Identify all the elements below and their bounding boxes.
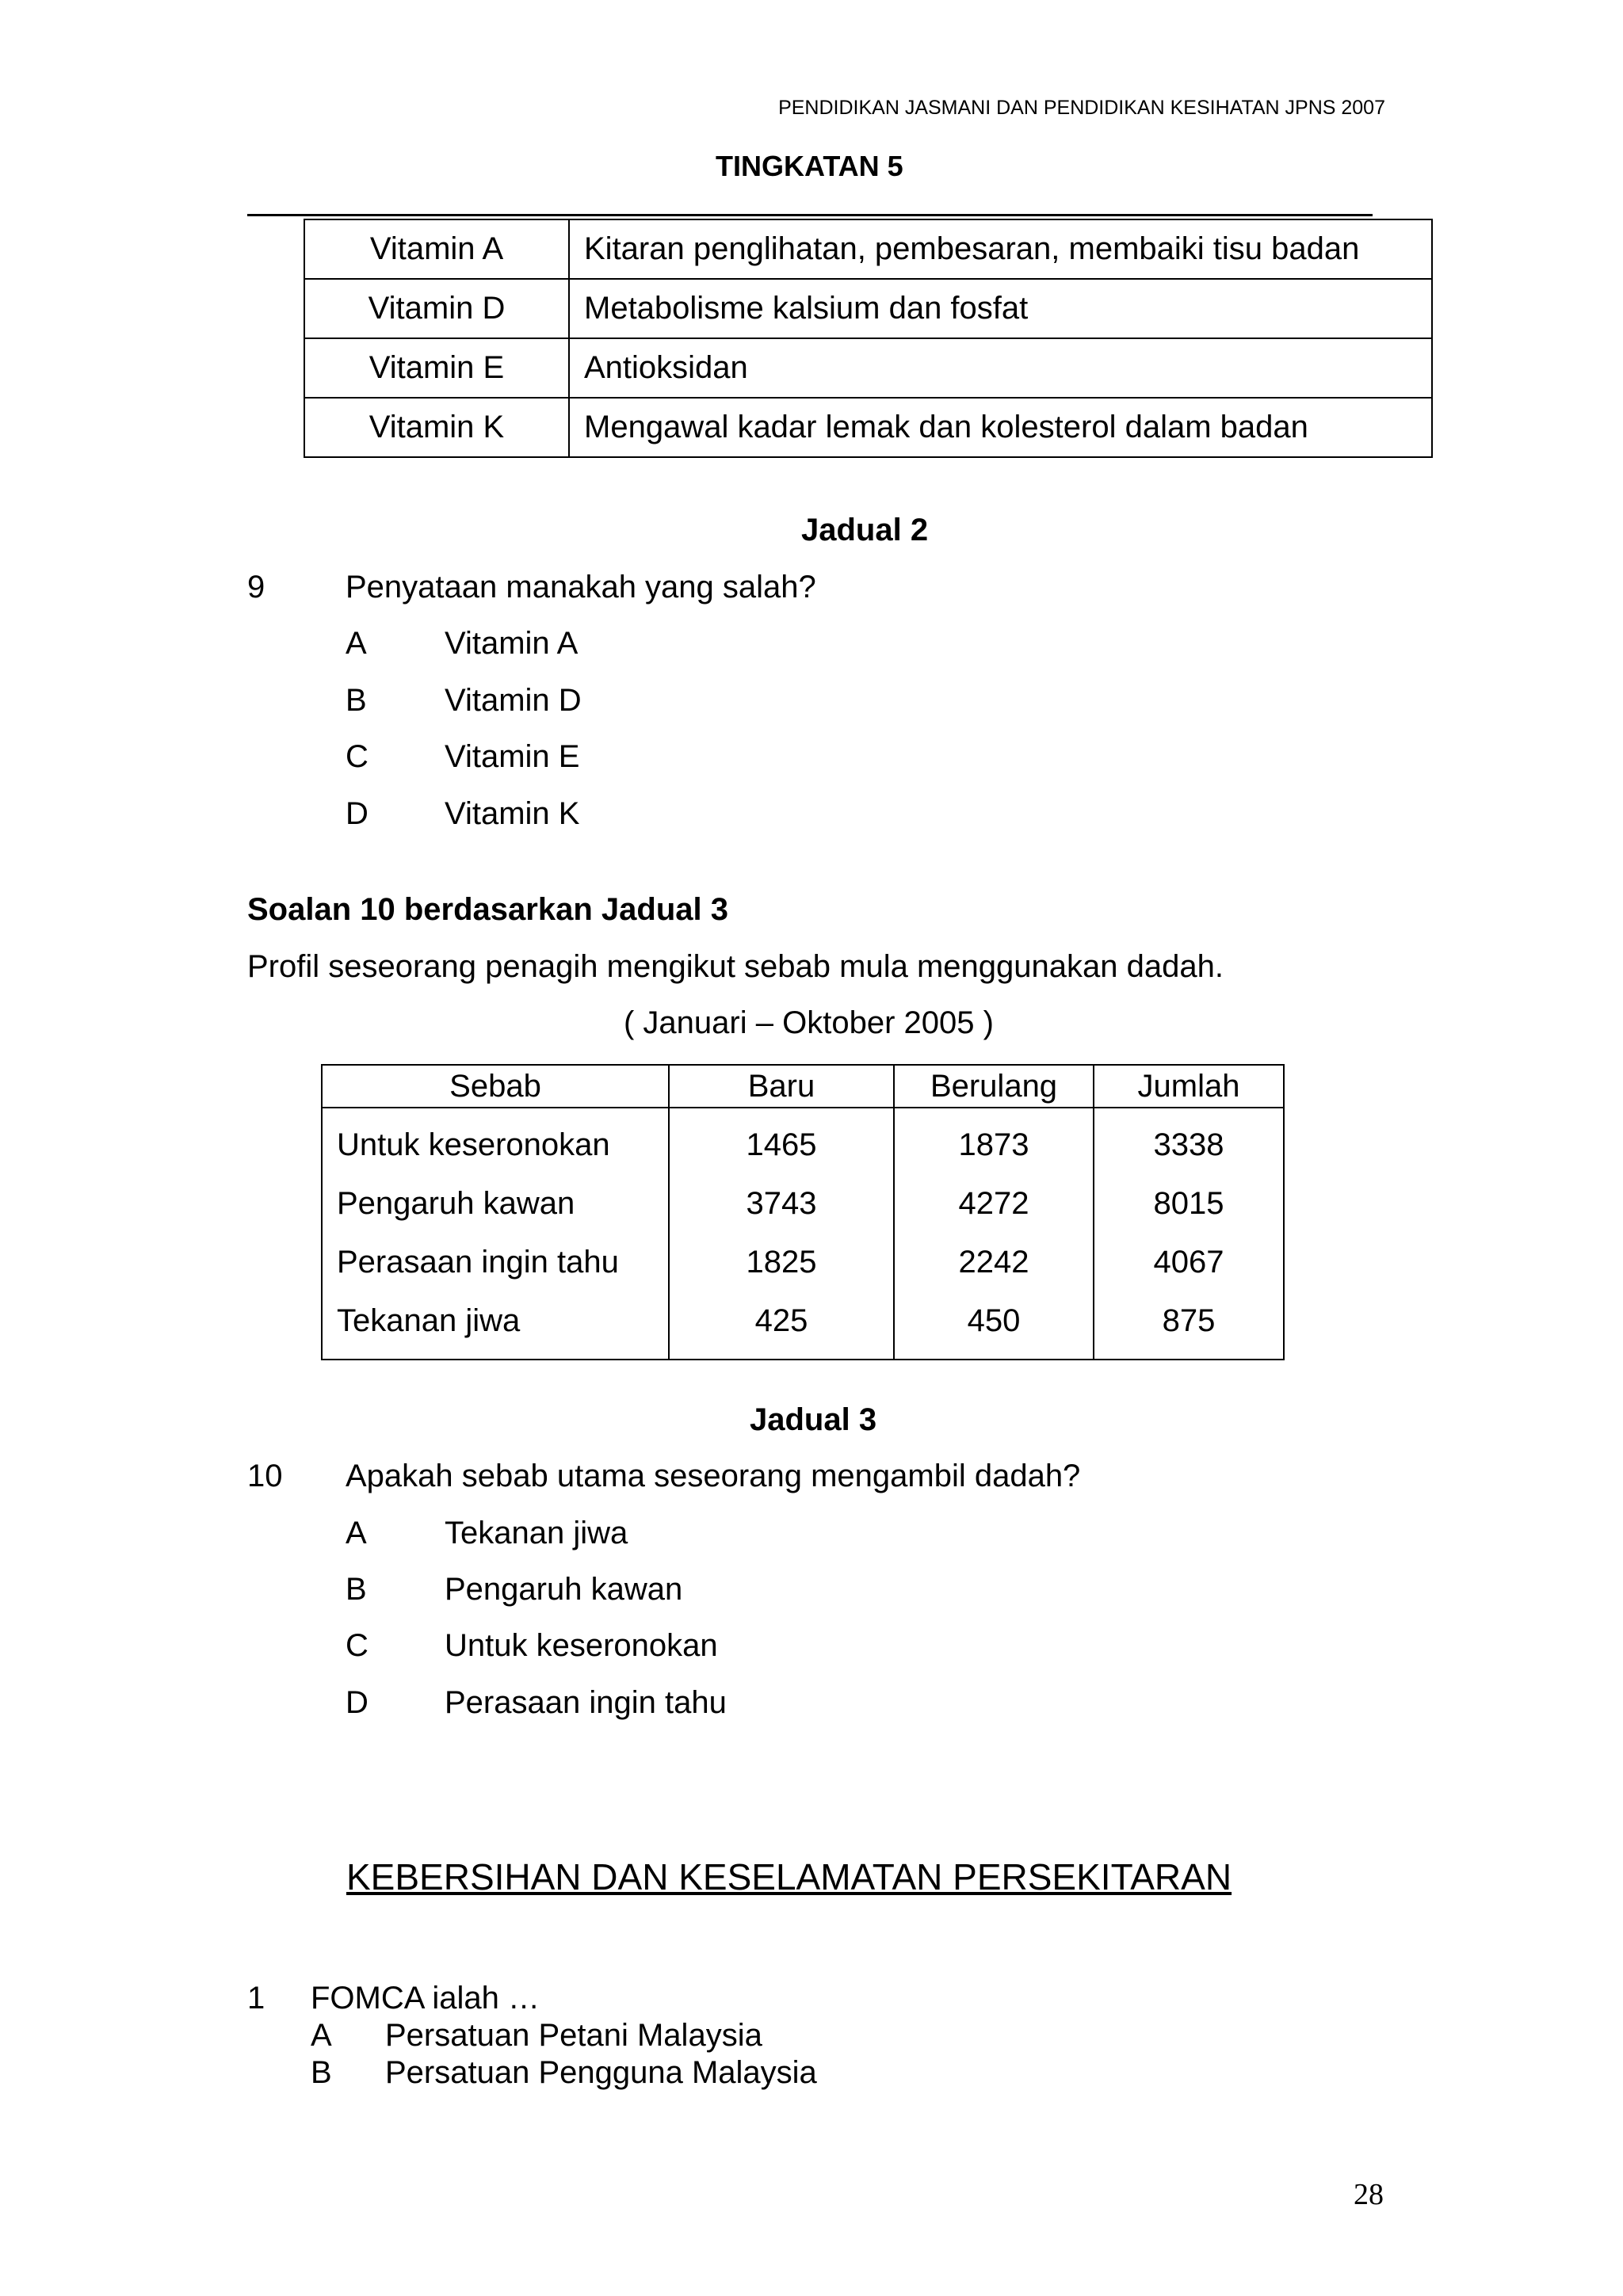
q9-text: Penyataan manakah yang salah? — [346, 570, 816, 605]
reason-cell: Untuk keseronokan — [322, 1108, 669, 1174]
page-number: 28 — [1354, 2178, 1384, 2211]
q9-option-text: Vitamin E — [445, 739, 580, 774]
q10-option-text: Untuk keseronokan — [445, 1628, 718, 1663]
table3-caption: Jadual 3 — [750, 1402, 877, 1437]
table-row — [304, 219, 1432, 279]
q10-option-letter: B — [346, 1572, 367, 1607]
table-header-row — [322, 1065, 1284, 1108]
total-cell: 8015 — [1094, 1174, 1284, 1233]
q9-option-text: Vitamin A — [445, 626, 579, 661]
header-rule — [247, 214, 1373, 216]
q10-option-letter: D — [346, 1685, 369, 1720]
s1-text: FOMCA ialah … — [311, 1981, 540, 2016]
table2-caption: Jadual 2 — [801, 513, 929, 547]
table3-period: ( Januari – Oktober 2005 ) — [624, 1005, 994, 1040]
table-row — [322, 1174, 1284, 1233]
total-cell: 4067 — [1094, 1233, 1284, 1291]
vitamin-cell: Vitamin D — [304, 279, 569, 338]
q9-option-letter: A — [346, 626, 367, 661]
function-cell: Metabolisme kalsium dan fosfat — [569, 279, 1432, 338]
reason-cell: Tekanan jiwa — [322, 1291, 669, 1360]
s1-option-text: Persatuan Pengguna Malaysia — [385, 2055, 817, 2090]
q10-intro-heading: Soalan 10 berdasarkan Jadual 3 — [247, 892, 728, 927]
q9-option-letter: B — [346, 683, 367, 718]
table-row — [322, 1233, 1284, 1291]
new-count-cell: 1825 — [669, 1233, 894, 1291]
table-row — [322, 1108, 1284, 1174]
q9-option-text: Vitamin D — [445, 683, 582, 718]
total-cell: 875 — [1094, 1291, 1284, 1360]
s1-option-text: Persatuan Petani Malaysia — [385, 2018, 762, 2053]
relapse-count-cell: 2242 — [894, 1233, 1094, 1291]
s1-number: 1 — [247, 1981, 265, 2016]
running-header: PENDIDIKAN JASMANI DAN PENDIDIKAN KESIHATAN JPNS 2007 — [778, 97, 1385, 119]
vitamin-table — [304, 219, 1433, 458]
table-row — [304, 398, 1432, 457]
new-count-cell: 3743 — [669, 1174, 894, 1233]
function-cell: Antioksidan — [569, 338, 1432, 398]
total-cell: 3338 — [1094, 1108, 1284, 1174]
relapse-count-cell: 450 — [894, 1291, 1094, 1360]
s1-option-letter: A — [311, 2018, 332, 2053]
table-row — [322, 1291, 1284, 1360]
q10-number: 10 — [247, 1459, 283, 1493]
q9-option-letter: D — [346, 796, 369, 831]
column-header: Baru — [669, 1065, 894, 1108]
q10-option-text: Pengaruh kawan — [445, 1572, 683, 1607]
reason-cell: Pengaruh kawan — [322, 1174, 669, 1233]
table-row — [304, 279, 1432, 338]
q10-text: Apakah sebab utama seseorang mengambil dadah? — [346, 1459, 1081, 1493]
q10-option-text: Perasaan ingin tahu — [445, 1685, 727, 1720]
s1-option-letter: B — [311, 2055, 332, 2090]
function-cell: Mengawal kadar lemak dan kolesterol dalam badan — [569, 398, 1432, 457]
q9-option-letter: C — [346, 739, 369, 774]
column-header: Jumlah — [1094, 1065, 1284, 1108]
q9-option-text: Vitamin K — [445, 796, 580, 831]
function-cell: Kitaran penglihatan, pembesaran, membaiki tisu badan — [569, 219, 1432, 279]
q10-option-letter: A — [346, 1516, 367, 1550]
vitamin-cell: Vitamin E — [304, 338, 569, 398]
vitamin-cell: Vitamin A — [304, 219, 569, 279]
form-level-heading: TINGKATAN 5 — [716, 150, 903, 182]
q9-number: 9 — [247, 570, 265, 605]
relapse-count-cell: 1873 — [894, 1108, 1094, 1174]
new-count-cell: 1465 — [669, 1108, 894, 1174]
reason-cell: Perasaan ingin tahu — [322, 1233, 669, 1291]
table3-description: Profil seseorang penagih mengikut sebab mula menggunakan dadah. — [247, 949, 1224, 984]
relapse-count-cell: 4272 — [894, 1174, 1094, 1233]
addict-profile-table — [321, 1064, 1285, 1360]
table-row — [304, 338, 1432, 398]
q10-option-text: Tekanan jiwa — [445, 1516, 628, 1550]
section-title: KEBERSIHAN DAN KESELAMATAN PERSEKITARAN — [346, 1856, 1232, 1897]
q10-option-letter: C — [346, 1628, 369, 1663]
column-header: Sebab — [322, 1065, 669, 1108]
vitamin-cell: Vitamin K — [304, 398, 569, 457]
column-header: Berulang — [894, 1065, 1094, 1108]
new-count-cell: 425 — [669, 1291, 894, 1360]
